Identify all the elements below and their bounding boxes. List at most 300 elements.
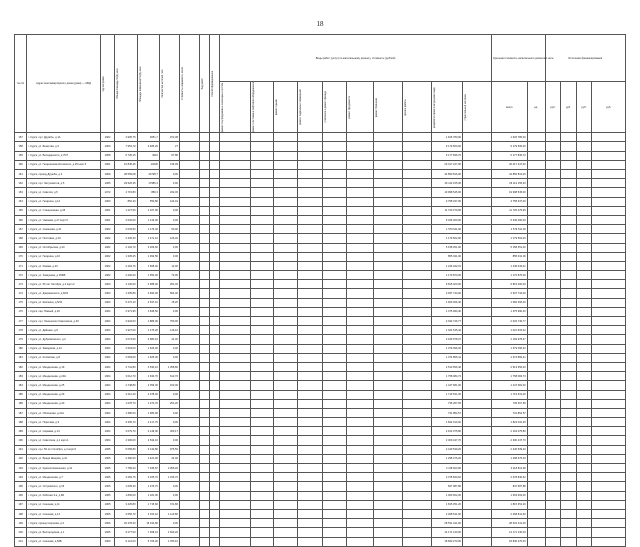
row-work-1 — [220, 427, 251, 436]
row-work-5 — [322, 362, 347, 371]
row-total-cost — [179, 179, 199, 188]
row-work-2 — [251, 197, 273, 206]
row-tail-4 — [592, 326, 626, 335]
row-work-7 — [373, 528, 402, 537]
row-residents: 0,00 — [159, 206, 179, 215]
row-work-2 — [251, 151, 273, 160]
row-tail-3 — [576, 436, 592, 445]
row-number: 161 — [15, 170, 27, 179]
row-cost-unit — [527, 335, 545, 344]
row-cost-total: 11 720 479,96 — [492, 206, 528, 215]
row-tail-2 — [561, 261, 577, 270]
row-tail-4 — [592, 234, 626, 243]
row-work-4 — [298, 537, 323, 546]
row-address: г. Курск, ул. Заводская, д.12 — [27, 344, 101, 353]
row-tail-2 — [561, 427, 577, 436]
row-work-2 — [251, 289, 273, 298]
row-cost-total: 2 162 075,80 — [492, 427, 528, 436]
row-work-9: 2 468 541,60 — [431, 509, 462, 518]
row-cost-total: 1 379 096,32 — [492, 344, 528, 353]
row-work-3 — [273, 519, 298, 528]
row-tail-1 — [545, 133, 561, 142]
row-work-5 — [322, 170, 347, 179]
row-tail-2 — [561, 381, 577, 390]
col-header-works-group: Виды работ (услуг) по капитальному ремонту, стоимость (рублей) — [220, 35, 492, 82]
row-cost-total: 1 246 042,01 — [492, 261, 528, 270]
row-tail-2 — [561, 307, 577, 316]
row-work-6 — [347, 225, 374, 234]
row-work-5 — [322, 252, 347, 261]
row-total-cost — [179, 464, 199, 473]
row-year: 1965 — [100, 509, 114, 518]
row-total-area: 2 748,80 — [115, 381, 137, 390]
row-work-8 — [402, 482, 431, 491]
row-work-1 — [220, 473, 251, 482]
row-work-5 — [322, 317, 347, 326]
row-number: 173 — [15, 280, 27, 289]
table-row — [15, 519, 626, 528]
row-fund-method — [210, 261, 220, 270]
row-number: 172 — [15, 271, 27, 280]
row-work-10 — [463, 326, 492, 335]
row-work-4 — [298, 234, 323, 243]
row-work-2 — [251, 179, 273, 188]
row-year: 1960 — [100, 197, 114, 206]
row-work-4 — [298, 206, 323, 215]
row-total-cost — [179, 381, 199, 390]
row-tail-3 — [576, 390, 592, 399]
row-tail-1 — [545, 408, 561, 417]
row-residents: 0,00 — [159, 170, 179, 179]
row-work-3 — [273, 445, 298, 454]
row-number: 193 — [15, 464, 27, 473]
row-year: 1962 — [100, 234, 114, 243]
row-number: 183 — [15, 372, 27, 381]
row-cost-unit — [527, 454, 545, 463]
row-residents: 721,80 — [159, 500, 179, 509]
row-tail-4 — [592, 160, 626, 169]
row-cost-unit — [527, 408, 545, 417]
row-cost-unit — [527, 326, 545, 335]
row-work-2 — [251, 243, 273, 252]
row-address: г. Курск, ул. Дейнеки, д.9 — [27, 326, 101, 335]
row-fund-method — [210, 298, 220, 307]
row-total-area: 2 436,30 — [115, 234, 137, 243]
row-premises-area: 1 630,70 — [137, 372, 159, 381]
row-work-type — [199, 528, 209, 537]
row-work-5 — [322, 537, 347, 546]
row-total-cost — [179, 482, 199, 491]
row-premises-area: 3 485,29 — [137, 142, 159, 151]
row-premises-area: 1 380,00 — [137, 408, 159, 417]
row-work-5 — [322, 509, 347, 518]
row-tail-2 — [561, 317, 577, 326]
row-work-3 — [273, 381, 298, 390]
row-work-type — [199, 390, 209, 399]
row-work-6 — [347, 252, 374, 261]
row-work-7 — [373, 482, 402, 491]
row-premises-area: 2 417,70 — [137, 418, 159, 427]
row-fund-method — [210, 399, 220, 408]
row-total-cost — [179, 133, 199, 142]
row-cost-total: 9 815 400,00 — [492, 280, 528, 289]
row-tail-3 — [576, 243, 592, 252]
row-work-7 — [373, 307, 402, 316]
row-work-5 — [322, 418, 347, 427]
row-work-2 — [251, 500, 273, 509]
table-row — [15, 151, 626, 160]
row-address: г. Курск, ул. Менделеева, д.19 — [27, 362, 101, 371]
row-work-6 — [347, 473, 374, 482]
row-address: г. Курск, пр-т 50 лет Октября, д.4 корп.5 — [27, 445, 101, 454]
row-tail-2 — [561, 243, 577, 252]
row-tail-1 — [545, 537, 561, 546]
row-tail-4 — [592, 225, 626, 234]
row-residents: 126,40 — [159, 234, 179, 243]
row-work-8 — [402, 298, 431, 307]
row-total-area: 852,20 — [115, 197, 137, 206]
row-work-type — [199, 234, 209, 243]
row-year: 1962 — [100, 261, 114, 270]
row-work-3 — [273, 436, 298, 445]
row-work-7 — [373, 170, 402, 179]
row-cost-total: 26 112 155,30 — [492, 179, 528, 188]
row-residents: 12,00 — [159, 261, 179, 270]
row-work-10 — [463, 160, 492, 169]
row-tail-1 — [545, 381, 561, 390]
row-work-type — [199, 353, 209, 362]
row-tail-1 — [545, 399, 561, 408]
row-total-area: 2 292,60 — [115, 271, 137, 280]
row-work-2 — [251, 335, 273, 344]
row-address: г. Курск, ул. Менделеева, д.29 — [27, 390, 101, 399]
row-work-2 — [251, 537, 273, 546]
row-tail-4 — [592, 188, 626, 197]
col-header-no: № п/п — [15, 35, 27, 133]
row-work-type — [199, 142, 209, 151]
row-work-type — [199, 289, 209, 298]
row-work-10 — [463, 500, 492, 509]
row-cost-unit — [527, 225, 545, 234]
col-header-tail-group: Источники финансирования — [545, 35, 625, 82]
row-work-1 — [220, 362, 251, 371]
row-total-area: 3 212,20 — [115, 390, 137, 399]
row-work-6 — [347, 335, 374, 344]
row-total-cost — [179, 326, 199, 335]
row-premises-area: 3 680,10 — [137, 335, 159, 344]
row-work-10 — [463, 509, 492, 518]
row-number: 168 — [15, 234, 27, 243]
row-work-7 — [373, 261, 402, 270]
row-tail-2 — [561, 537, 577, 546]
row-tail-3 — [576, 353, 592, 362]
row-fund-method — [210, 482, 220, 491]
row-premises-area: 23738,7 — [137, 170, 159, 179]
row-work-type — [199, 500, 209, 509]
row-cost-total: 6 177 836,70 — [492, 151, 528, 160]
row-cost-unit — [527, 188, 545, 197]
row-work-7 — [373, 188, 402, 197]
row-total-area: 2 934,00 — [115, 317, 137, 326]
row-tail-4 — [592, 261, 626, 270]
row-work-10 — [463, 151, 492, 160]
row-year: 1965 — [100, 454, 114, 463]
row-fund-method — [210, 519, 220, 528]
row-residents: 251,20 — [159, 399, 179, 408]
row-address: г. Курск, ул. Семенова, д.21 — [27, 225, 101, 234]
row-total-area: 2 460,00 — [115, 454, 137, 463]
row-premises-area: 2 690,00 — [137, 289, 159, 298]
row-address: г. Курск, ул. Союзная, д.66Б — [27, 537, 101, 546]
row-tail-1 — [545, 482, 561, 491]
row-work-7 — [373, 317, 402, 326]
row-tail-1 — [545, 280, 561, 289]
row-number: 179 — [15, 335, 27, 344]
row-premises-area: 7 368,10 — [137, 528, 159, 537]
row-work-3 — [273, 298, 298, 307]
row-year: 1972 — [100, 188, 114, 197]
work-header: ремонт фундамента — [348, 95, 352, 119]
row-cost-total: 1 374 866,41 — [492, 353, 528, 362]
row-total-area: 9 277,00 — [115, 528, 137, 537]
row-work-7 — [373, 427, 402, 436]
row-work-5 — [322, 454, 347, 463]
row-premises-area: 1 508,40 — [137, 261, 159, 270]
row-work-8 — [402, 160, 431, 169]
table-row — [15, 445, 626, 454]
table-row — [15, 353, 626, 362]
row-residents: 44,00 — [159, 454, 179, 463]
row-work-type — [199, 206, 209, 215]
row-fund-method — [210, 464, 220, 473]
row-number: 185 — [15, 390, 27, 399]
row-work-type — [199, 261, 209, 270]
row-work-9: 1 298 475,20 — [431, 454, 462, 463]
row-work-10 — [463, 381, 492, 390]
row-work-8 — [402, 408, 431, 417]
table-row — [15, 307, 626, 316]
row-premises-area: 3 165,70 — [137, 473, 159, 482]
row-work-7 — [373, 151, 402, 160]
row-work-1 — [220, 381, 251, 390]
row-tail-3 — [576, 491, 592, 500]
row-cost-unit — [527, 252, 545, 261]
row-address: г. Курск, ул. Островского, д.15 — [27, 482, 101, 491]
table-row — [15, 197, 626, 206]
row-fund-method — [210, 289, 220, 298]
row-work-4 — [298, 215, 323, 224]
row-work-2 — [251, 280, 273, 289]
table-row — [15, 427, 626, 436]
row-tail-2 — [561, 344, 577, 353]
row-tail-4 — [592, 179, 626, 188]
row-year: 1964 — [100, 408, 114, 417]
row-year: 1964 — [100, 399, 114, 408]
row-residents: 0,00 — [159, 344, 179, 353]
row-work-7 — [373, 234, 402, 243]
row-premises-area: 15 344,80 — [137, 519, 159, 528]
row-work-9: 847 687,86 — [431, 482, 462, 491]
row-fund-method — [210, 160, 220, 169]
row-work-type — [199, 418, 209, 427]
table-row — [15, 133, 626, 142]
work-header: ремонт подвальных помещений — [299, 89, 303, 125]
row-work-9: 19 998 545,00 — [431, 188, 462, 197]
row-residents: 1 113,80 — [159, 509, 179, 518]
row-work-10 — [463, 289, 492, 298]
row-work-6 — [347, 271, 374, 280]
table-row — [15, 160, 626, 169]
row-work-1 — [220, 197, 251, 206]
row-tail-3 — [576, 289, 592, 298]
tail-header: руб. — [576, 82, 592, 133]
row-tail-1 — [545, 500, 561, 509]
row-work-4 — [298, 326, 323, 335]
row-tail-3 — [576, 317, 592, 326]
row-tail-2 — [561, 482, 577, 491]
row-tail-3 — [576, 519, 592, 528]
row-work-10 — [463, 197, 492, 206]
row-work-8 — [402, 519, 431, 528]
row-year: 1961 — [100, 206, 114, 215]
row-work-8 — [402, 344, 431, 353]
row-cost-total: 2 468 541,60 — [492, 509, 528, 518]
row-work-5 — [322, 372, 347, 381]
row-work-2 — [251, 344, 273, 353]
row-work-type — [199, 133, 209, 142]
row-tail-4 — [592, 289, 626, 298]
row-total-cost — [179, 418, 199, 427]
row-work-7 — [373, 473, 402, 482]
row-premises-area: 2 209,60 — [137, 243, 159, 252]
row-fund-method — [210, 528, 220, 537]
row-work-9: 28 531 441,00 — [431, 519, 462, 528]
row-work-5 — [322, 381, 347, 390]
row-work-9: 1 447 681,00 — [431, 381, 462, 390]
row-work-6 — [347, 307, 374, 316]
row-address: г. Курск, ул. 50 лет Октября, д.4 корп.2 — [27, 280, 101, 289]
row-address: г. Курск, ул. Советская, д.1 корп.1 — [27, 436, 101, 445]
row-address: г. Курск, ул. Бради Шацова, д.41 — [27, 454, 101, 463]
table-row — [15, 326, 626, 335]
row-work-3 — [273, 353, 298, 362]
row-tail-4 — [592, 390, 626, 399]
row-work-1 — [220, 344, 251, 353]
row-work-3 — [273, 418, 298, 427]
row-number: 163 — [15, 188, 27, 197]
row-tail-4 — [592, 436, 626, 445]
row-tail-3 — [576, 234, 592, 243]
row-work-6 — [347, 261, 374, 270]
row-total-cost — [179, 408, 199, 417]
row-total-area: 29 520,35 — [115, 179, 137, 188]
row-work-7 — [373, 372, 402, 381]
row-residents: 50,00 — [159, 225, 179, 234]
row-work-4 — [298, 528, 323, 537]
row-work-10 — [463, 482, 492, 491]
row-residents: 750,00 — [159, 317, 179, 326]
row-tail-1 — [545, 418, 561, 427]
row-year: 1965 — [100, 491, 114, 500]
row-work-9: 2 440 539,20 — [431, 445, 462, 454]
row-work-4 — [298, 436, 323, 445]
row-work-7 — [373, 197, 402, 206]
row-tail-1 — [545, 519, 561, 528]
row-work-8 — [402, 142, 431, 151]
row-work-type — [199, 151, 209, 160]
row-work-8 — [402, 326, 431, 335]
row-work-4 — [298, 188, 323, 197]
row-work-type — [199, 170, 209, 179]
row-work-3 — [273, 362, 298, 371]
row-work-type — [199, 188, 209, 197]
row-work-2 — [251, 528, 273, 537]
row-tail-2 — [561, 436, 577, 445]
row-work-5 — [322, 289, 347, 298]
row-cost-unit — [527, 298, 545, 307]
row-year: 1965 — [100, 464, 114, 473]
row-work-1 — [220, 418, 251, 427]
row-total-cost — [179, 298, 199, 307]
row-tail-3 — [576, 151, 592, 160]
row-work-type — [199, 473, 209, 482]
row-work-6 — [347, 418, 374, 427]
row-work-4 — [298, 280, 323, 289]
row-fund-method — [210, 427, 220, 436]
row-cost-unit — [527, 160, 545, 169]
row-work-7 — [373, 133, 402, 142]
row-work-2 — [251, 519, 273, 528]
row-work-6 — [347, 234, 374, 243]
row-cost-unit — [527, 418, 545, 427]
row-total-cost — [179, 528, 199, 537]
row-cost-total: 1 579 511,00 — [492, 225, 528, 234]
row-total-area: 1 830,00 — [115, 491, 137, 500]
row-residents: 261,40 — [159, 280, 179, 289]
row-tail-4 — [592, 482, 626, 491]
row-residents: 300,17 — [159, 427, 179, 436]
row-tail-2 — [561, 464, 577, 473]
row-work-5 — [322, 133, 347, 142]
col-header-cost-group: Удельная стоимость капитального ремонта 1 кв.м. — [492, 35, 546, 82]
row-work-7 — [373, 271, 402, 280]
row-work-1 — [220, 307, 251, 316]
table-row — [15, 362, 626, 371]
row-tail-3 — [576, 537, 592, 546]
row-work-4 — [298, 464, 323, 473]
row-work-3 — [273, 215, 298, 224]
row-number: 199 — [15, 519, 27, 528]
row-work-6 — [347, 464, 374, 473]
row-work-7 — [373, 454, 402, 463]
row-work-8 — [402, 390, 431, 399]
row-tail-4 — [592, 454, 626, 463]
row-total-cost — [179, 289, 199, 298]
row-total-area: 6 735,15 — [115, 151, 137, 160]
row-work-9: 20 417 247,00 — [431, 160, 462, 169]
row-tail-1 — [545, 225, 561, 234]
row-work-4 — [298, 473, 323, 482]
row-fund-method — [210, 170, 220, 179]
row-work-1 — [220, 215, 251, 224]
row-work-1 — [220, 188, 251, 197]
row-work-3 — [273, 390, 298, 399]
row-residents: 1 156,70 — [159, 473, 179, 482]
row-tail-1 — [545, 528, 561, 537]
row-work-10 — [463, 335, 492, 344]
row-total-cost — [179, 436, 199, 445]
row-cost-total: 28 531 441,00 — [492, 519, 528, 528]
